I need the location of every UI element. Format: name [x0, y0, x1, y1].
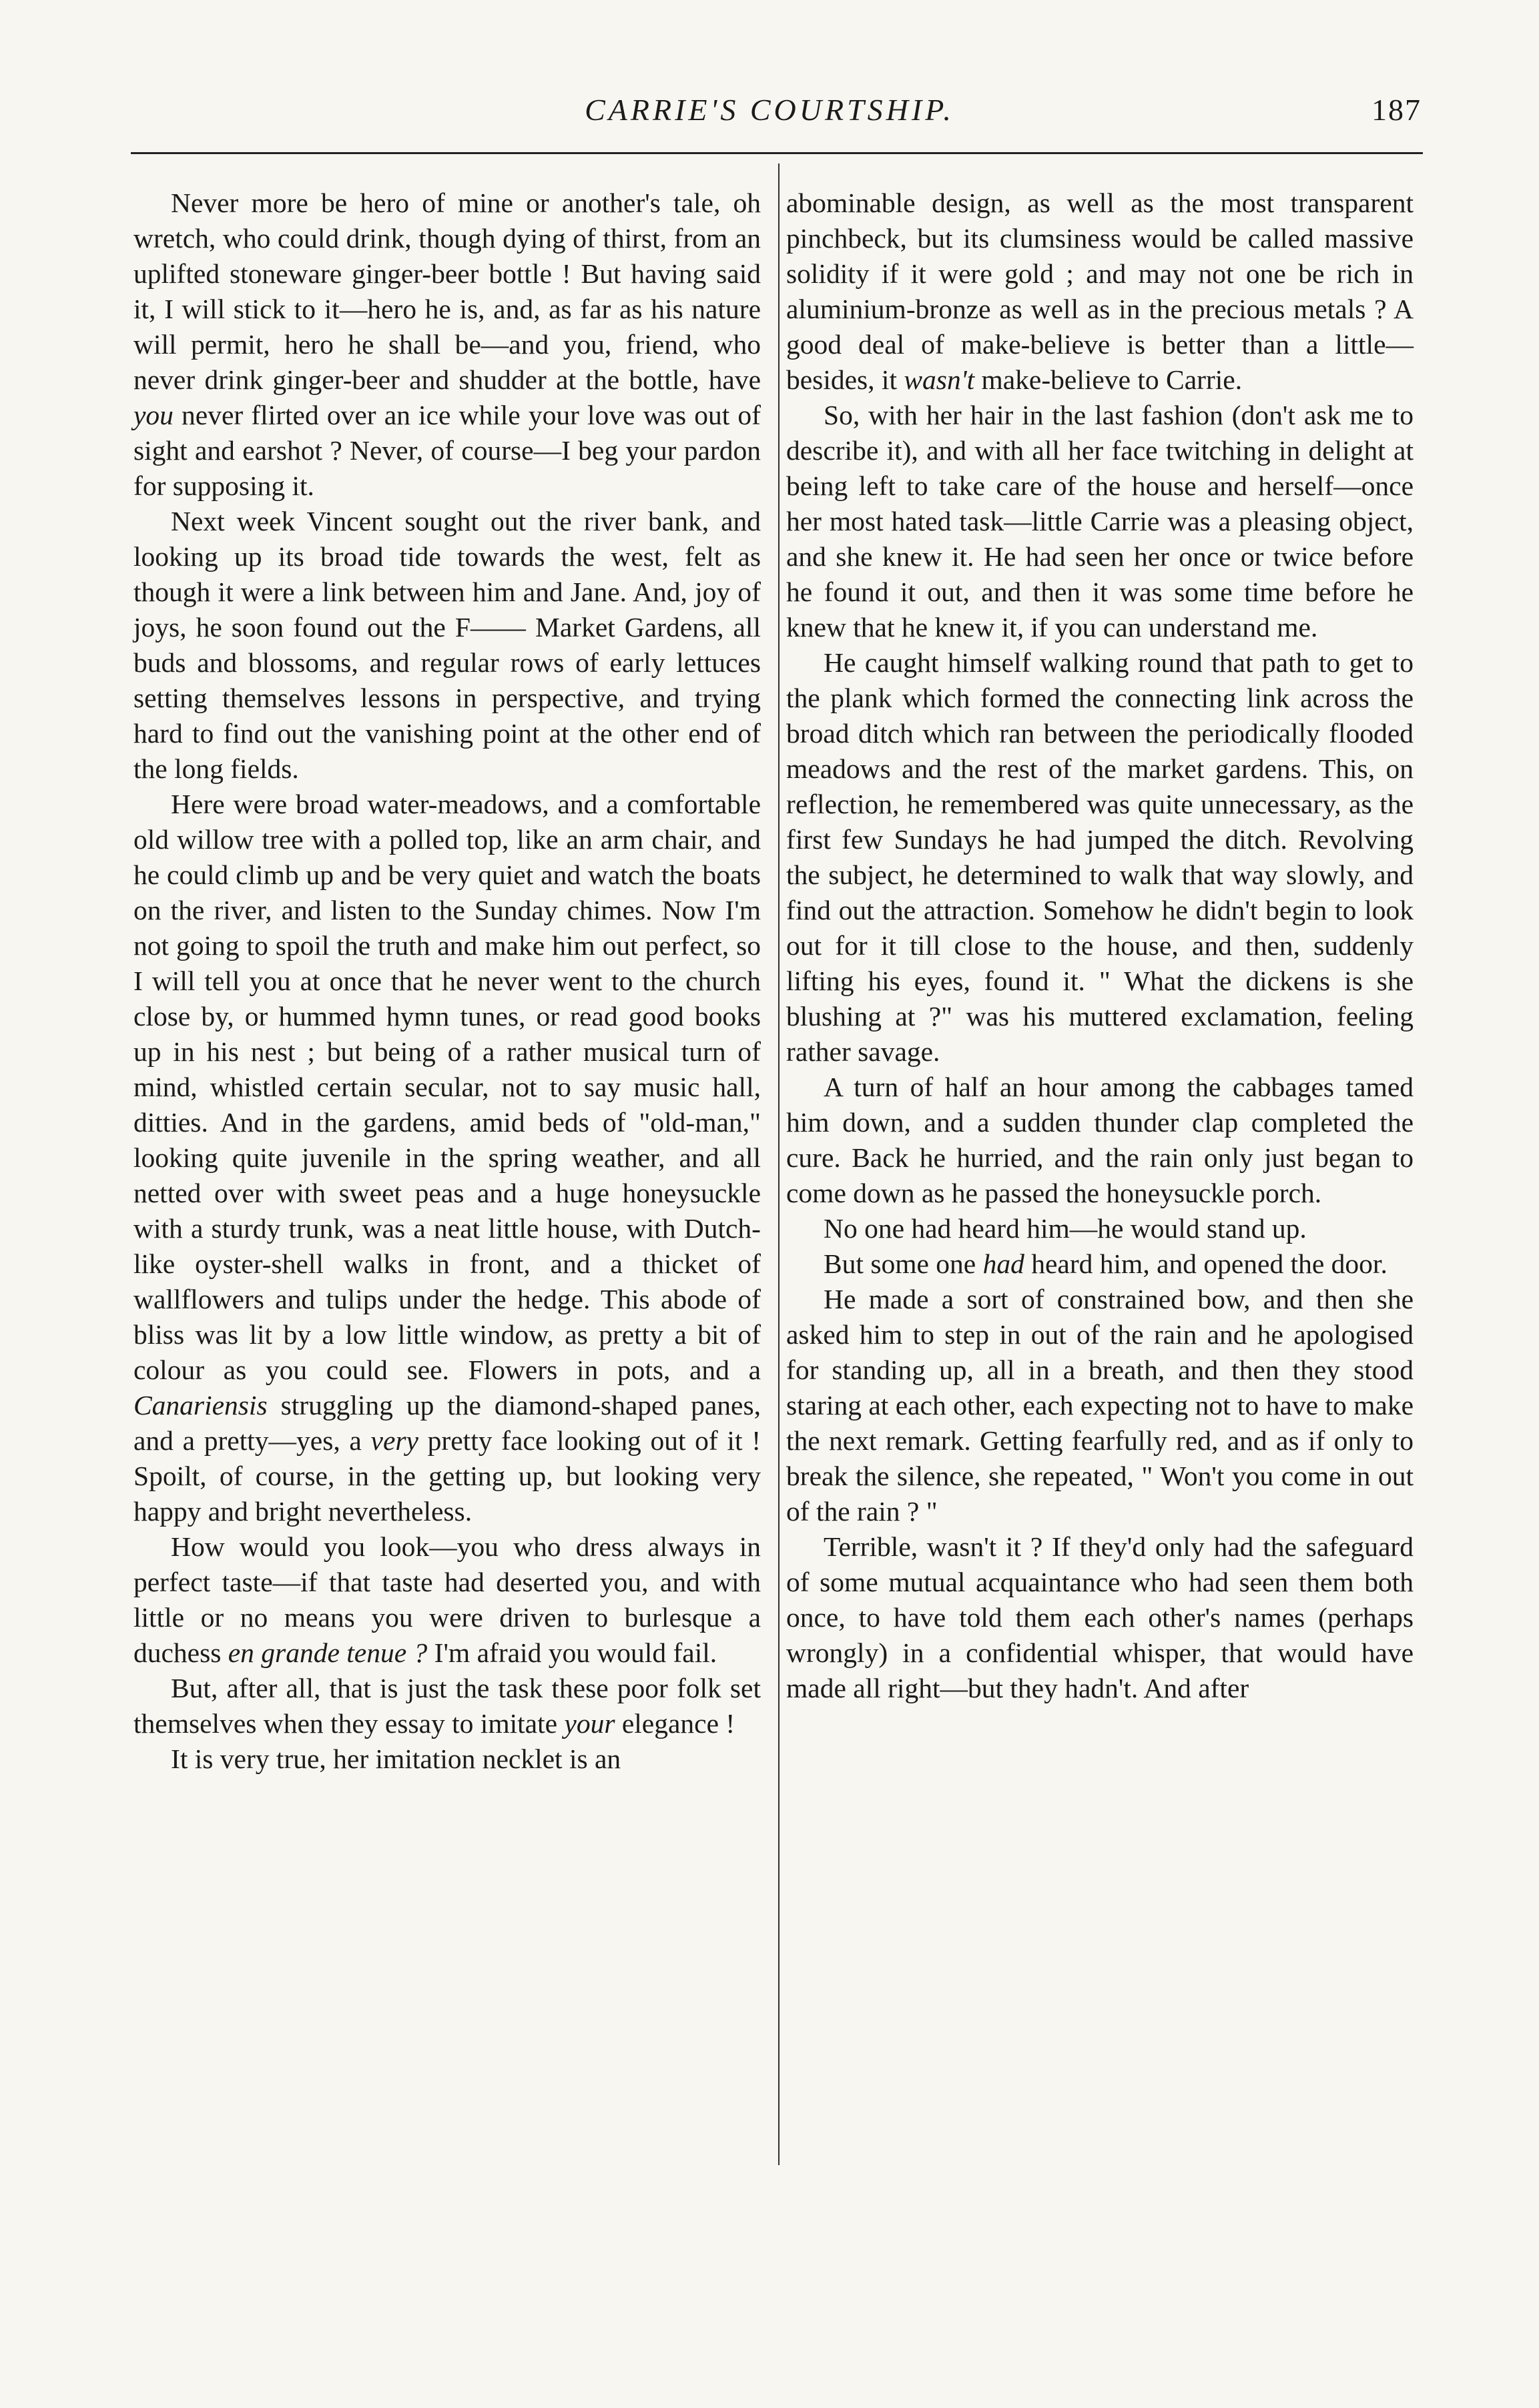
emphasis: very	[370, 1425, 418, 1456]
text-span: pretty face looking out of it ! Spoilt, of course, in the getting up, but looking very happy and bright nevertheless.	[133, 1425, 761, 1527]
paragraph	[133, 1529, 761, 1671]
column-divider	[778, 163, 780, 2165]
paragraph	[133, 185, 761, 504]
text-span: elegance !	[621, 1708, 735, 1739]
running-title: CARRIE'S COURTSHIP.	[585, 93, 954, 127]
paragraph: Terrible, wasn't it ? If they'd only had the safeguard of some mutual acquaintance who had seen them both once, to have told them each other's names (perhaps wrongly) in a confidential whisper, that would have made all right—but they hadn't. And after	[786, 1531, 1414, 1703]
text-span: Never more be hero of mine or another's tale, oh wretch, who could drink, though dying of thirst, from an uplifted stoneware ginger-beer bottle ! But having said it, I will stick to it—hero he is, and, as far as his nature will permit, hero he shall be—and you, friend, who never drink ginger-beer and shudder at the bottle, have	[133, 187, 761, 395]
text-span: I'm afraid you would fail.	[434, 1637, 717, 1668]
paragraph: He made a sort of constrained bow, and then she asked him to step in out of the rain and he apologised for standing up, all in a breath, and then they stood staring at each other, each expecting not to have to make the next remark. Getting fearfully red, and as if only to break the silence, she repeated, " Won't you come in out of the rain ? "	[786, 1284, 1414, 1527]
text-span: But some one	[824, 1248, 976, 1279]
paragraph: A turn of half an hour among the cabbages tamed him down, and a sudden thunder clap completed the cure. Back he hurried, and the rain only just began to come down as he passed the honeysuckle porch.	[786, 1072, 1414, 1208]
text-span: But, after all, that is just the task these poor folk set themselves when they essay to imitate	[133, 1673, 761, 1739]
running-head	[0, 92, 1539, 145]
emphasis: you	[133, 400, 174, 430]
text-span: abominable design, as well as the most transparent pinchbeck, but its clumsiness would be called massive solidity if it were gold ; and may not one be rich in aluminium-bronze as well as in the precious metals ? A good deal of make-believe is better than a little—besides, it	[786, 187, 1414, 395]
text-span: Here were broad water-meadows, and a comfortable old willow tree with a polled top, like an arm chair, and he could climb up and be very quiet and watch the boats on the river, and listen to the Sunday chimes. Now I'm not going to spoil the truth and make him out perfect, so I will tell you at once that he never went to the church close by, or hummed hymn tunes, or read good books up in his nest ; but being of a rather musical turn of mind, whistled certain secular, not to say music hall, ditties. And in the gardens, amid beds of "old-man," looking quite juvenile in the spring weather, and all netted over with sweet peas and a huge honeysuckle with a sturdy trunk, was a neat little house, with Dutch-like oyster-shell walks in front, and a thicket of wallflowers and tulips under the hedge. This abode of bliss was lit by a low little window, as pretty a bit of colour as you could see. Flowers in pots, and a	[133, 789, 761, 1385]
left-column	[133, 185, 761, 1777]
text-span: How would you look—you who dress always in perfect taste—if that taste had deserted you, and with little or no means you were driven to burlesque a duchess	[133, 1531, 761, 1668]
emphasis: had	[982, 1248, 1024, 1279]
paragraph: So, with her hair in the last fashion (don't ask me to describe it), and with all her face twitching in delight at being left to take care of the house and herself—once her most hated task—little Carrie was a pleasing object, and she knew it. He had seen her once or twice before he found it out, and then it was some time before he knew that he knew it, if you can understand me.	[786, 400, 1414, 643]
emphasis: Canariensis	[133, 1390, 268, 1421]
header-rule	[131, 152, 1423, 154]
paragraph	[786, 1246, 1414, 1282]
emphasis: your	[564, 1708, 615, 1739]
text-span: make-believe to Carrie.	[981, 364, 1243, 395]
text-span: heard him, and opened the door.	[1031, 1248, 1388, 1279]
emphasis: wasn't	[904, 364, 975, 395]
paragraph: No one had heard him—he would stand up.	[824, 1213, 1307, 1244]
paragraph	[133, 1671, 761, 1741]
paragraph	[786, 185, 1414, 398]
text-span: struggling up the diamond-shaped panes, and a pretty—yes, a	[133, 1390, 761, 1456]
paragraph: He caught himself walking round that path to get to the plank which formed the connecting link across the broad ditch which ran between the periodically flooded meadows and the rest of the market gardens. This, on reflection, he remembered was quite unnecessary, as the first few Sundays he had jumped the ditch. Revolving the subject, he determined to walk that way slowly, and find out the attraction. Somehow he didn't begin to look out for it till close to the house, and then, suddenly lifting his eyes, found it. " What the dickens is she blushing at ?" was his muttered exclamation, feeling rather savage.	[786, 647, 1414, 1067]
paragraph	[133, 787, 761, 1529]
page-number: 187	[1371, 93, 1422, 127]
paragraph: It is very true, her imitation necklet is an	[171, 1743, 621, 1774]
emphasis: en grande tenue ?	[228, 1637, 428, 1668]
text-span: never flirted over an ice while your love was out of sight and earshot ? Never, of course—I beg your pardon for supposing it.	[133, 400, 761, 501]
paragraph: Next week Vincent sought out the river bank, and looking up its broad tide towards the west, felt as though it were a link between him and Jane. And, joy of joys, he soon found out the F—— Market Gardens, all buds and blossoms, and regular rows of early lettuces setting themselves lessons in perspective, and trying hard to find out the vanishing point at the other end of the long fields.	[133, 506, 761, 784]
right-column	[786, 185, 1414, 1706]
